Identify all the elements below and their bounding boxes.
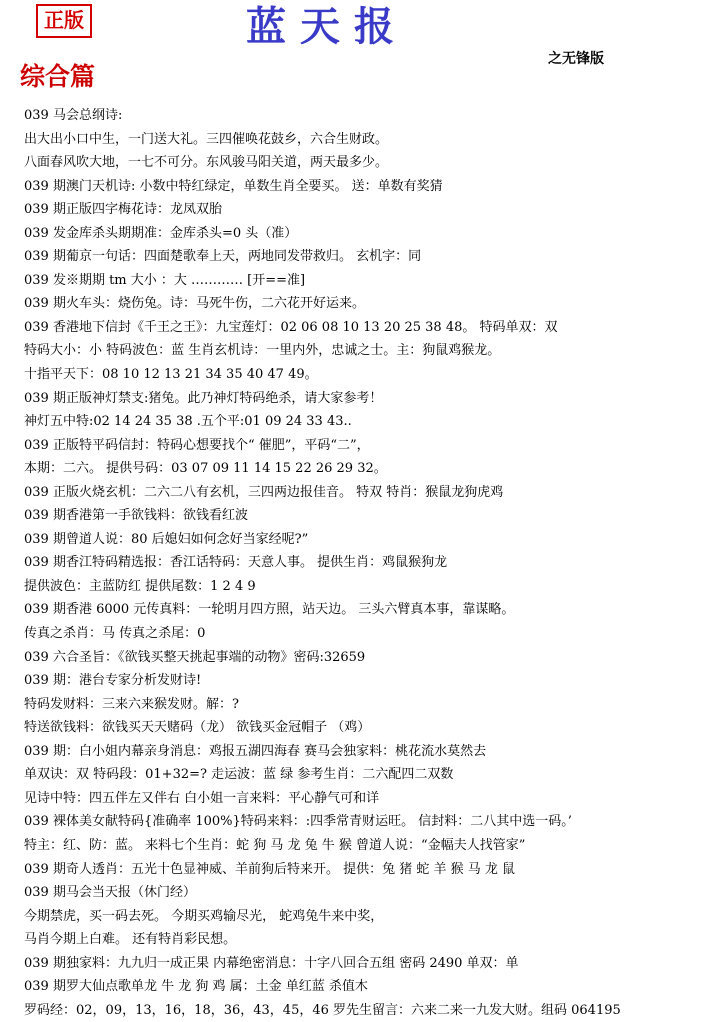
text-line: 039 期正版四字梅花诗：龙凤双胎 — [24, 202, 222, 218]
text-line: 039 香港地下信封《千王之王》：九宝莲灯：02 06 08 10 13 20 25 38 48。 特码单双：双 — [24, 319, 558, 335]
text-line: 罗码经：02，09，13，16，18，36，43，45，46 罗先生留言：六来二来一九发大财。组码 064195 — [24, 1002, 621, 1018]
newspaper-title: 蓝天报 — [246, 3, 408, 50]
text-line: 提供波色：主蓝防红 提供尾数：1 2 4 9 — [24, 578, 256, 594]
text-line: 039 期罗大仙点歌单龙 牛 龙 狗 鸡 属：土金 单红蓝 杀值木 — [24, 979, 368, 995]
text-line: 特送欲钱料：欲钱买天天赌码（龙） 欲钱买金冠帽子 （鸡） — [24, 720, 371, 736]
text-line: 039 正版火烧玄机：二六二八有玄机，三四两边报佳音。 特双 特肖：猴鼠龙狗虎鸡 — [24, 484, 504, 500]
text-line: 039 正版特平码信封：特码心想要找个“ 催肥”，平码“二”， — [24, 437, 370, 453]
text-line: 039 期火车头：烧伤兔。诗：马死牛伤，二六花开好运来。 — [24, 296, 365, 312]
text-line: 039 六合圣旨：《欲钱买整天挑起事端的动物》密码:32659 — [24, 649, 366, 665]
text-line: 039 期葡京一句话：四面楚歌奉上天，两地同发带救归。 玄机字：同 — [24, 249, 422, 265]
text-line: 见诗中特：四五伴左又伴右 白小姐一言来料：平心静气可和详 — [24, 790, 380, 806]
text-line: 特主：红、防：蓝。 来料七个生肖：蛇 狗 马 龙 兔 牛 猴 曾道人说：“金幅夫人找管家” — [24, 837, 526, 853]
text-line: 传真之杀肖：马 传真之杀尾：0 — [24, 626, 206, 642]
text-line: 039 发※期期 tm 大小 ：大 ………… [开==准] — [24, 272, 306, 288]
article-body — [24, 104, 696, 1022]
text-line: 039 期香港第一手欲钱料：欲钱看红波 — [24, 508, 248, 524]
text-line: 039 裸体美女献特码{准确率 100%}特码来料：:四季常青财运旺。 信封料：二八其中选一码。’ — [24, 814, 572, 830]
text-line: 039 期马会当天报（休门经） — [24, 885, 196, 901]
text-line: 本期：二六。 提供号码：03 07 09 11 14 15 22 26 29 32。 — [24, 461, 387, 477]
text-line: 039 期奇人透肖：五光十色显神威、羊前狗后特来开。 提供：兔 猪 蛇 羊 猴 马 龙 鼠 — [24, 861, 516, 877]
section-heading: 综合篇 — [20, 62, 96, 91]
text-line: 039 马会总纲诗: — [24, 108, 123, 123]
text-line: 039 期香江特码精选报：香江话特码：天意人事。 提供生肖：鸡鼠猴狗龙 — [24, 555, 448, 571]
text-line: 039 期正版神灯禁支:猪兔。此乃神灯特码绝杀，请大家参考！ — [24, 390, 383, 406]
text-line: 039 期独家料：九九归一成正果 内幕绝密消息：十字八回合五组 密码 2490 单双：单 — [24, 955, 519, 971]
text-line: 特码大小：小 特码波色：蓝 生肖玄机诗：一里内外，忠诚之士。主：狗鼠鸡猴龙。 — [24, 343, 501, 359]
text-line: 神灯五中特:02 14 24 35 38 .五个平:01 09 24 33 43.. — [24, 414, 352, 430]
genuine-edition-stamp: 正版 — [36, 4, 92, 38]
text-line: 039 期：白小姐内幕亲身消息：鸡报五湖四海春 赛马会独家料：桃花流水莫然去 — [24, 743, 487, 759]
text-line: 出大出小口中生，一门送大礼。三四催唤花鼓乡，六合生财政。 — [24, 131, 389, 147]
text-line: 039 期澳门天机诗: 小数中特红绿定，单数生肖全要买。 送：单数有奖猜 — [24, 178, 443, 194]
text-line: 039 期：港台专家分析发财诗! — [24, 673, 202, 689]
edition-label: 之无锋版 — [548, 51, 604, 67]
text-line: 039 期曾道人说：80 后媳妇如何念好当家经呢?” — [24, 531, 309, 547]
text-line: 今期禁虎，买一码去死。 今期买鸡输尽光， 蛇鸡兔牛来中奖， — [24, 908, 384, 924]
text-line: 马肖今期上白难。 还有特肖彩民想。 — [24, 932, 237, 948]
text-line: 039 期香港 6000 元传真料：一轮明月四方照，站天边。 三头六臂真本事，靠谋略。 — [24, 602, 515, 618]
text-line: 单双诀：双 特码段：01+32=? 走运波：蓝 绿 参考生肖：二六配四二双数 — [24, 767, 454, 783]
text-line: 特码发财料：三来六来猴发财。解：? — [24, 696, 239, 712]
text-line: 八面春风吹大地，一七不可分。东风骏马阳关道，两天最多少。 — [24, 155, 389, 171]
text-line: 十指平天下：08 10 12 13 21 34 35 40 47 49。 — [24, 367, 318, 383]
text-line: 039 发金库杀头期期准：金库杀头=0 头（准） — [24, 225, 298, 241]
